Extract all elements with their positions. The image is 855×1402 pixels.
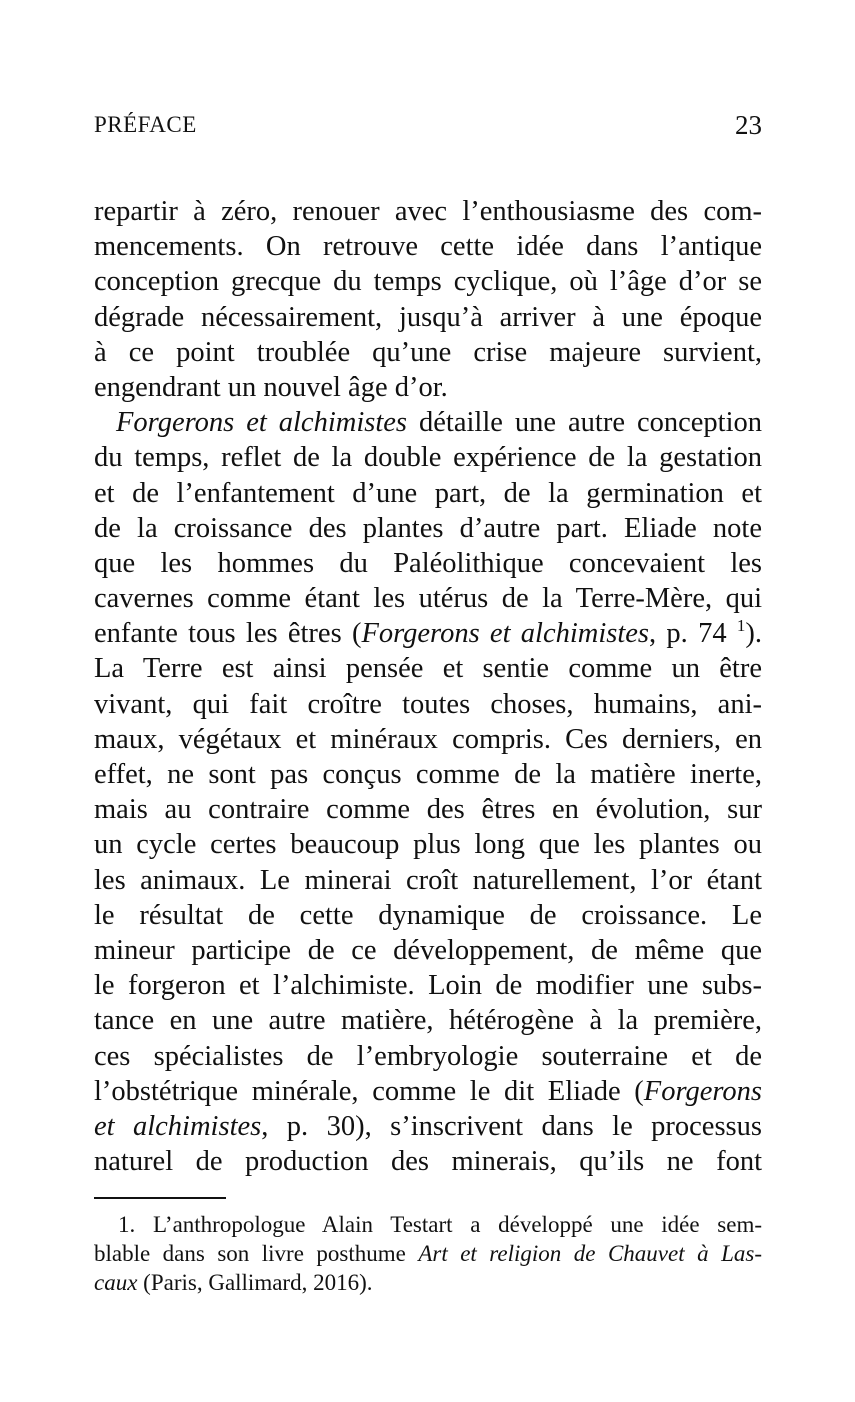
text-line — [94, 405, 762, 440]
text-line — [94, 1109, 762, 1144]
text-line: de la croissance des plantes d’autre part. Eliade note — [94, 512, 762, 544]
footnote-marker: 1. — [118, 1212, 136, 1237]
footnote-book-title: caux — [94, 1270, 138, 1295]
footnote-text: (Paris, Gallimard, 2016). — [137, 1270, 373, 1295]
text-segment: l’obstétrique minérale, comme le dit Eliade ( — [94, 1075, 644, 1107]
text-segment: enfante tous les êtres ( — [94, 618, 362, 650]
book-title-part: Forgerons — [643, 1075, 762, 1107]
text-segment: , p. 30), s’inscrivent dans le processus — [261, 1110, 762, 1142]
text-line: du temps, reflet de la double expérience de la gestation — [94, 442, 762, 474]
text-line: naturel de production des minerais, qu’ils ne font — [94, 1146, 762, 1178]
text-line: le forgeron et l’alchimiste. Loin de modifier une subs- — [94, 970, 762, 1002]
text-line: La Terre est ainsi pensée et sentie comme un être — [94, 653, 762, 685]
text-line — [94, 616, 762, 651]
text-line: conception grecque du temps cyclique, où l’âge d’or se — [94, 266, 762, 298]
book-title-part: et alchimistes — [94, 1110, 262, 1142]
footnote-text: L’anthropologue Alain Testart a développé une idée sem- — [152, 1212, 762, 1237]
text-line: mineur participe de ce développement, de même que — [94, 934, 762, 966]
text-line: que les hommes du Paléolithique concevaient les — [94, 547, 762, 579]
text-line: tance en une autre matière, hétérogène à la première, — [94, 1005, 762, 1037]
footnote — [94, 1210, 762, 1297]
footnote-rule — [94, 1197, 226, 1199]
body-text — [94, 194, 762, 1179]
text-line: le résultat de cette dynamique de croissance. Le — [94, 899, 762, 931]
text-line: repartir à zéro, renouer avec l’enthousiasme des com- — [94, 196, 762, 227]
text-line: vivant, qui fait croître toutes choses, humains, ani- — [94, 688, 762, 720]
text-line: maux, végétaux et minéraux compris. Ces derniers, en — [94, 723, 762, 755]
text-line — [94, 1074, 762, 1109]
text-line: les animaux. Le minerai croît naturellement, l’or étant — [94, 864, 762, 896]
page-number: 23 — [735, 110, 762, 140]
running-title: PRÉFACE — [94, 112, 197, 137]
footnote-reference: 1 — [736, 616, 746, 636]
text-line: ces spécialistes de l’embryologie souterraine et de — [94, 1040, 762, 1072]
text-line: engendrant un nouvel âge d’or. — [94, 371, 448, 403]
text-segment: détaille une autre conception — [419, 407, 763, 439]
book-title: Forgerons et alchimistes — [361, 618, 650, 650]
text-segment: , p. 74 — [649, 618, 727, 650]
text-line: mencements. On retrouve cette idée dans l’antique — [94, 231, 762, 263]
footnote-book-title: Art et religion de Chauvet à Las- — [418, 1241, 762, 1266]
text-line: mais au contraire comme des êtres en évolution, sur — [94, 794, 762, 826]
text-line: cavernes comme étant les utérus de la Terre-Mère, qui — [94, 583, 762, 615]
text-line: et de l’enfantement d’une part, de la germination et — [94, 477, 762, 509]
text-segment: ). — [745, 618, 762, 650]
text-line: à ce point troublée qu’une crise majeure survient, — [94, 336, 762, 368]
footnote-line — [94, 1239, 762, 1268]
text-line: effet, ne sont pas conçus comme de la matière inerte, — [94, 759, 762, 790]
footnote-text: blable dans son livre posthume — [94, 1241, 419, 1266]
book-title: Forgerons et alchimistes — [116, 407, 408, 439]
footnote-line — [94, 1268, 762, 1297]
footnote-line — [94, 1210, 762, 1239]
text-line: un cycle certes beaucoup plus long que les plantes ou — [94, 829, 762, 861]
text-line: dégrade nécessairement, jusqu’à arriver à une époque — [94, 301, 762, 333]
